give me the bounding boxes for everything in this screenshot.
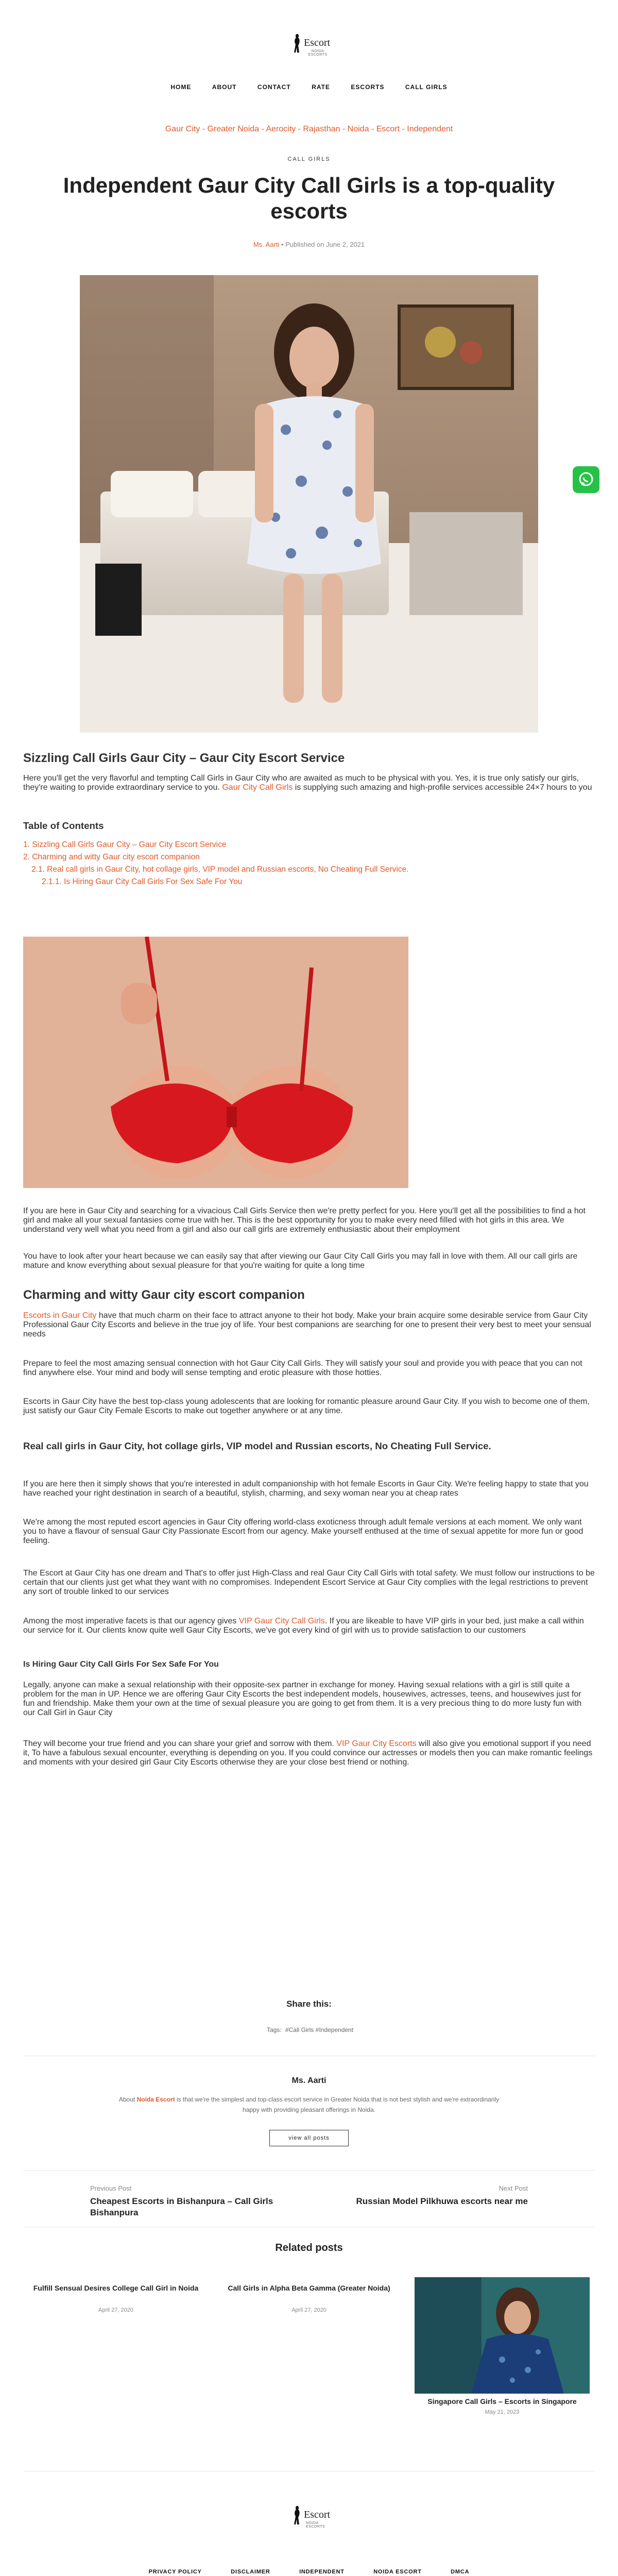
related-post-date: May 21, 2023 — [485, 2409, 520, 2415]
section-heading-real: Real call girls in Gaur City, hot collage girls, VIP model and Russian escorts, No Cheating Full Service. — [23, 1440, 491, 1451]
related-image-illustration — [415, 2277, 590, 2394]
nav-home[interactable]: HOME — [170, 83, 192, 91]
paragraph-vivacious: If you are here in Gaur City and searching for a vivacious Call Girls Service then we're pretty perfect for you. Here you'll get all the possibilities to find a hot girl and make all your sexual fantasies come true with her. This is the best opportunity for you to make every need filled with hot girls in this area. We understand very well what you need from a girl and also our call girls are extremely enthusiastic about their employment — [23, 1207, 586, 1234]
featured-image — [80, 275, 538, 733]
intro-link[interactable]: Gaur City Call Girls — [222, 783, 293, 792]
meta-separator: • — [279, 241, 286, 248]
nav-about[interactable]: ABOUT — [212, 83, 237, 91]
previous-post-label: Previous Post — [90, 2184, 132, 2192]
paragraph-real-1: If you are here then it simply shows that you're interested in adult companionship with hot female Escorts in Gaur City. We're feeling happy to state that you have reached your right destination in search of a beautiful, stylish, charming, and sexy woman near you at cheap rates — [23, 1480, 589, 1498]
paragraph-charming-1 — [23, 1311, 595, 1339]
site-logo[interactable] — [288, 32, 330, 64]
page-title: Independent Gaur City Call Girls is a top-quality escorts — [63, 173, 555, 223]
post-date: Published on June 2, 2021 — [285, 241, 365, 248]
tag-independent[interactable]: #Independent — [315, 2026, 354, 2033]
post-category[interactable]: CALL GIRLS — [287, 156, 331, 162]
safe-text-2a: They will become your true friend and you can share your grief and sorrow with them. — [23, 1739, 337, 1748]
related-post-date: April 27, 2020 — [98, 2307, 133, 2313]
logo-subtext: NOIDA ESCORTS — [308, 49, 328, 57]
post-meta — [0, 241, 618, 248]
bio-link[interactable]: Noida Escort — [136, 2096, 175, 2103]
table-of-contents — [23, 839, 595, 888]
charming-text-1: have that much charm on their face to attract anyone to their hot body. Make your brain acquire some desirable service from Gaur City Professional Gaur City Escorts and believe in the true joy of life. Your best companions are searching for one to present their very best to meet your sensual needs — [23, 1311, 591, 1338]
footer-link-independent[interactable]: INDEPENDENT — [299, 2569, 345, 2575]
toc-item-2-1-1[interactable]: 2.1.1. Is Hiring Gaur City Call Girls For Sex Safe For You — [42, 877, 243, 886]
paragraph-charming-3: Escorts in Gaur City have the best top-class young adolescents that are looking for romantic pleasure around Gaur City. If you wish to become one of them, just satisfy our Gaur City Female Escorts to make out together anywhere or at any time. — [23, 1397, 590, 1415]
nav-escorts[interactable]: ESCORTS — [351, 83, 385, 91]
whatsapp-icon — [573, 466, 599, 493]
nav-rate[interactable]: RATE — [312, 83, 330, 91]
toc-item-1[interactable]: 1. Sizzling Call Girls Gaur City – Gaur City Escort Service — [23, 840, 227, 849]
paragraph-real-4 — [23, 1617, 595, 1635]
post-tags — [0, 2026, 618, 2033]
logo-silhouette-icon — [291, 2505, 303, 2526]
section-heading-safe: Is Hiring Gaur City Call Girls For Sex Safe For You — [23, 1660, 219, 1669]
intro-paragraph — [23, 774, 595, 792]
related-post-date: April 27, 2020 — [291, 2307, 327, 2313]
intro-text-2: is supplying such amazing and high-profile services accessible 24×7 hours to you — [293, 783, 592, 792]
footer-logo-text: Escort — [304, 2509, 331, 2520]
footer-logo[interactable] — [288, 2504, 330, 2536]
view-all-posts-button[interactable]: view all posts — [269, 2130, 349, 2146]
footer-link-privacy[interactable]: PRIVACY POLICY — [148, 2569, 202, 2575]
toc-item-2[interactable]: 2. Charming and witty Gaur city escort companion — [23, 853, 200, 861]
featured-image-illustration — [80, 275, 538, 733]
tag-call-girls[interactable]: #Call Girls — [285, 2026, 314, 2033]
toc-title: Table of Contents — [23, 820, 104, 831]
related-post-image[interactable] — [415, 2277, 590, 2394]
bio-text-2: is that we're the simplest and top-class escort service in Greater Noida that is not best stylish and we're extraordinarily happy with providing pleasant offerings in Noida. — [175, 2096, 500, 2113]
divider — [23, 2170, 595, 2171]
paragraph-real-2: We're among the most reputed escort agencies in Gaur City offering world-class exoticness through adult female versions at each moment. We only want you to have a flavour of sensual Gaur City Passionate Escort from our agency. Make yourself enthused at the time of sexual appetite for more fun or good feeling. — [23, 1518, 583, 1545]
location-links[interactable]: Gaur City - Greater Noida - Aerocity - Rajasthan - Noida - Escort - Independent — [165, 125, 453, 133]
paragraph-safe-2 — [23, 1739, 595, 1767]
safe-text-2b: will also give you emotional support if you need it, To have a fabulous sexual encounter, everything is depending on you. If you could convince our actresses or models then you can make romantic feelings and moments with your desired girl Gaur City Escorts otherwise they are your close best friend or nothing. — [23, 1739, 593, 1767]
footer-logo-subtext: NOIDA ESCORTS — [306, 2521, 325, 2529]
vip-escorts-link[interactable]: VIP Gaur City Escorts — [336, 1739, 417, 1748]
related-posts-heading: Related posts — [275, 2242, 343, 2253]
footer-nav — [0, 2567, 618, 2576]
intro-text-1: Here you'll get the very flavorful and tempting Call Girls in Gaur City who are awaited as much to be physical with you. Yes, it is true only satisfy our girls, they're waiting to provide extraordinary service to you. — [23, 774, 579, 792]
tags-label: Tags: — [266, 2026, 282, 2033]
next-post-label: Next Post — [499, 2184, 528, 2192]
content-image-illustration — [23, 937, 408, 1188]
logo-silhouette-icon — [291, 33, 303, 54]
post-author[interactable]: Ms. Aarti — [253, 241, 280, 248]
author-name[interactable]: Ms. Aarti — [291, 2076, 327, 2085]
footer-link-dmca[interactable]: DMCA — [451, 2569, 470, 2575]
related-post-title[interactable]: Fulfill Sensual Desires College Call Girl in Noida — [33, 2284, 199, 2292]
paragraph-real-3: The Escort at Gaur City has one dream and That's to offer just High-Class and real Gaur City Call Girls with total safety. We must follow our instructions to be certain that our clients just get what they want with no compromises. Independent Escort Service at Gaur City complies with the legal restrictions to prevent any sort of trouble linked to our services — [23, 1569, 595, 1596]
content-image — [23, 937, 408, 1188]
section-heading-sizzling: Sizzling Call Girls Gaur City – Gaur City Escort Service — [23, 751, 345, 765]
charming-link[interactable]: Escorts in Gaur City — [23, 1311, 97, 1320]
nav-contact[interactable]: CONTACT — [257, 83, 291, 91]
share-label: Share this: — [286, 1999, 332, 2009]
nav-call-girls[interactable]: CALL GIRLS — [405, 83, 448, 91]
related-post-title[interactable]: Singapore Call Girls – Escorts in Singapore — [427, 2397, 577, 2405]
real-text-4b: . If you are likeable to have VIP girls in your bed, just make a call within our service for it. Our clients know quite well Gaur City Escorts, we've got every kind of girl with us to provide satisfaction to our customers — [23, 1617, 584, 1635]
section-heading-charming: Charming and witty Gaur city escort companion — [23, 1288, 305, 1302]
related-post-title[interactable]: Call Girls in Alpha Beta Gamma (Greater Noida) — [228, 2284, 390, 2292]
footer-link-noida-escort[interactable]: NOIDA ESCORT — [373, 2569, 422, 2575]
paragraph-charming-2: Prepare to feel the most amazing sensual connection with hot Gaur City Call Girls. They will satisfy your soul and provide you with peace that you can not find anywhere else. Your mind and body will sense tempting and erotic pleasure with those hotties. — [23, 1359, 582, 1377]
toc-item-2-1[interactable]: 2.1. Real call girls in Gaur City, hot collage girls, VIP model and Russian escorts, No Cheating Full Service. — [31, 865, 409, 874]
real-text-4a: Among the most imperative facets is that our agency gives — [23, 1617, 239, 1625]
logo-text: Escort — [304, 37, 331, 48]
paragraph-safe-1: Legally, anyone can make a sexual relationship with their opposite-sex partner in exchange for money. Having sexual relations with a girl is still quite a problem for the man in UP. Hence we are offering Gaur City Escorts the best independent models, housewives, actresses, teens, and housewives just for fun and friendship. Make them your own at the time of sexual pleasure you are going to get from them. It is a very precious thing to do more lusty fun with our Call Girl in Gaur City — [23, 1681, 582, 1717]
author-bio — [118, 2094, 500, 2115]
bio-text-1: About — [118, 2096, 137, 2103]
vip-call-girls-link[interactable]: VIP Gaur City Call Girls — [238, 1617, 325, 1625]
whatsapp-button[interactable] — [573, 466, 599, 493]
paragraph-heart: You have to look after your heart because we can easily say that after viewing our Gaur City Call Girls you may fall in love with them. All our call girls are mature and know everything about sexual pleasure for that you're waiting for quite a long time — [23, 1252, 578, 1270]
previous-post-link[interactable]: Cheapest Escorts in Bishanpura – Call Girls Bishanpura — [90, 2196, 273, 2217]
footer-link-disclaimer[interactable]: DISCLAIMER — [231, 2569, 270, 2575]
main-nav — [0, 82, 618, 92]
next-post-link[interactable]: Russian Model Pilkhuwa escorts near me — [356, 2196, 528, 2206]
